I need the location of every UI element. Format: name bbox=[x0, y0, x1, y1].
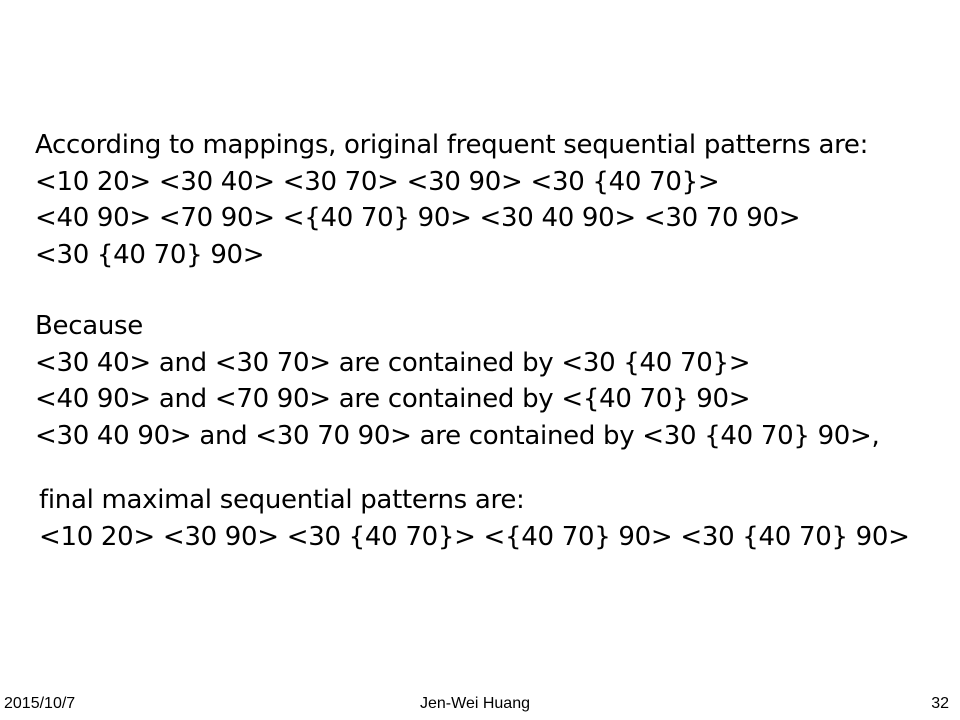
pattern-line: <10 20> <30 90> <30 {40 70}> <{40 70} 90> <30 {40 70} 90> bbox=[39, 521, 910, 552]
footer-date: 2015/10/7 bbox=[4, 695, 76, 712]
maximal-patterns-block bbox=[39, 482, 910, 555]
containment-line: <30 40 90> and <30 70 90> are contained by <30 {40 70} 90>, bbox=[35, 420, 880, 451]
maximal-patterns-heading: final maximal sequential patterns are: bbox=[39, 485, 525, 515]
mapped-patterns-block bbox=[35, 127, 868, 273]
containment-line: <30 40> and <30 70> are contained by <30 {40 70}> bbox=[35, 347, 751, 378]
mapped-patterns-heading: According to mappings, original frequent sequential patterns are: bbox=[35, 130, 869, 160]
footer-author: Jen-Wei Huang bbox=[420, 695, 530, 712]
containment-line: <40 90> and <70 90> are contained by <{40 70} 90> bbox=[35, 384, 751, 414]
pattern-line: <10 20> <30 40> <30 70> <30 90> <30 {40 70}> bbox=[35, 166, 720, 197]
because-label: Because bbox=[35, 311, 143, 341]
footer-page-number: 32 bbox=[931, 695, 949, 712]
pattern-line: <30 {40 70} 90> bbox=[35, 239, 265, 270]
containment-explanation-block bbox=[35, 308, 880, 454]
pattern-line: <40 90> <70 90> <{40 70} 90> <30 40 90> <30 70 90> bbox=[35, 203, 801, 233]
